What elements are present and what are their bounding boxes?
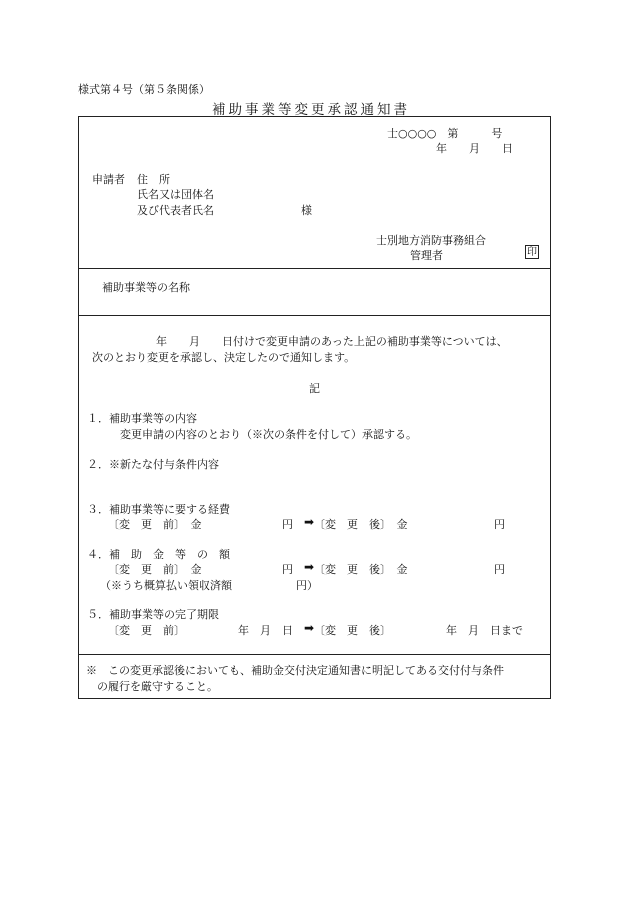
footer-line-2: の履行を厳守すること。 — [97, 680, 218, 693]
doc-date: 年 月 日 — [436, 142, 513, 155]
applicant-label: 申請者 — [92, 173, 125, 186]
form-label: 様式第４号（第５条関係） — [78, 83, 210, 96]
item-4-before: 〔変 更 前〕 金 — [108, 563, 202, 576]
item-4-arrow-icon: ➡ — [303, 560, 315, 574]
divider-1 — [78, 268, 551, 269]
item-3-before-unit: 円 — [282, 518, 293, 531]
body-line-2: 次のとおり変更を承認し、決定したので通知します。 — [92, 351, 356, 364]
item-5-after: 〔変 更 後〕 — [314, 624, 391, 637]
item-3-arrow-icon: ➡ — [303, 515, 315, 529]
item-3-after-unit: 円 — [494, 518, 505, 531]
footer-line-1: ※ この変更承認後においても、補助金交付決定通知書に明記してある交付付与条件 — [86, 664, 504, 677]
document-title: 補助事業等変更承認通知書 — [212, 102, 410, 118]
item-4-title: ４．補 助 金 等 の 額 — [87, 548, 230, 561]
item-5-title: ５．補助事業等の完了期限 — [87, 608, 219, 621]
item-4-note-unit: 円） — [296, 579, 318, 592]
item-2-title: ２．※新たな付与条件内容 — [87, 458, 219, 471]
honorific: 様 — [301, 204, 312, 217]
item-4-note: （※うち概算払い領収済額 — [100, 579, 232, 592]
item-3-before: 〔変 更 前〕 金 — [108, 518, 202, 531]
item-3-title: ３．補助事業等に要する経費 — [87, 503, 230, 516]
address-label: 住 所 — [137, 173, 170, 186]
item-4-after-unit: 円 — [494, 563, 505, 576]
item-5-arrow-icon: ➡ — [303, 621, 315, 635]
project-name-label: 補助事業等の名称 — [102, 281, 190, 294]
body-line-1: 年 月 日付けで変更申請のあった上記の補助事業等については、 — [156, 335, 508, 348]
item-1-title: １．補助事業等の内容 — [87, 412, 197, 425]
org-label: 氏名又は団体名 — [137, 188, 214, 201]
item-4-before-unit: 円 — [282, 563, 293, 576]
item-5-after-date: 年 月 日まで — [446, 624, 523, 637]
rep-label: 及び代表者氏名 — [137, 204, 214, 217]
divider-3 — [78, 654, 551, 655]
divider-2 — [78, 315, 551, 316]
item-1-detail: 変更申請の内容のとおり（※次の条件を付して）承認する。 — [120, 428, 417, 441]
item-4-after: 〔変 更 後〕 金 — [314, 563, 408, 576]
seal-mark: 印 — [527, 247, 537, 258]
issuer-org: 士別地方消防事務組合 — [376, 234, 486, 247]
item-5-before-date: 年 月 日 — [238, 624, 293, 637]
issuer-manager: 管理者 — [410, 249, 443, 262]
doc-number: 士○○○○ 第 号 — [387, 127, 503, 140]
item-5-before: 〔変 更 前〕 — [108, 624, 185, 637]
item-3-after: 〔変 更 後〕 金 — [314, 518, 408, 531]
ki-label: 記 — [309, 382, 320, 395]
